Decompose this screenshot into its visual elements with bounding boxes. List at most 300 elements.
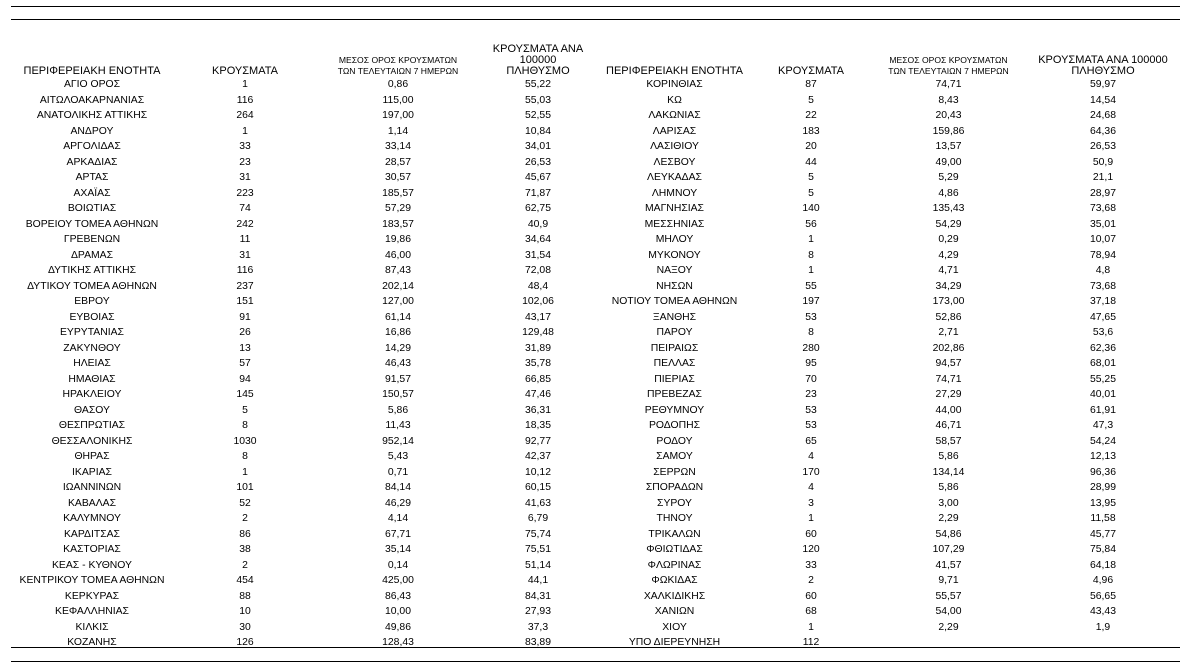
table-row [12,496,1180,512]
left-region-cell: ΑΓΙΟ ΟΡΟΣ [63,79,121,90]
right-avg-7-days-cell: 0,29 [938,234,959,245]
left-cases-cell: 31 [239,172,251,183]
right-region-cell: ΡΕΘΥΜΝΟΥ [644,404,705,416]
right-per-100k-cell [1026,635,1180,651]
right-avg-7-days-cell: 54,29 [935,218,962,230]
left-region-cell: ΚΑΣΤΟΡΙΑΣ [63,544,121,555]
right-per-100k-cell: 54,24 [1089,435,1116,447]
left-cases-cell: 94 [239,373,251,385]
left-per-100k-cell: 10,84 [524,125,551,137]
right-cases-cell: 53 [805,404,817,416]
left-avg-7-days-cell: 19,86 [384,234,411,245]
right-region-cell: ΡΟΔΟΠΗΣ [648,420,701,431]
table-row [12,573,1180,589]
left-cases-cell: 10 [239,606,251,617]
right-cases-cell: 53 [805,311,817,323]
left-avg-7-days-cell: 57,29 [384,203,411,214]
left-per-100k-cell: 66,85 [524,373,551,385]
left-per-100k-cell: 27,93 [524,606,551,617]
left-avg-7-days-cell: 1,14 [387,125,409,137]
left-cases-cell: 5 [242,404,248,416]
left-avg-7-days-cell: 67,71 [384,528,411,540]
left-avg-7-days-cell: 10,00 [384,606,411,617]
right-avg-7-days-cell: 54,00 [935,606,962,617]
right-cases-cell: 60 [805,590,817,602]
left-avg-7-days-cell: 5,86 [387,404,409,416]
right-avg-7-days-cell: 202,86 [932,342,965,354]
right-cases-cell: 68 [805,606,817,617]
left-region-cell: ΔΥΤΙΚΟΥ ΤΟΜΕΑ ΑΘΗΝΩΝ [27,280,157,292]
right-avg-7-days-cell: 49,00 [935,156,962,168]
right-per-100k-cell: 53,6 [1092,327,1114,338]
table-row [12,356,1180,372]
table-row [12,527,1180,543]
right-per-100k-cell: 4,8 [1095,265,1111,276]
right-cases-cell: 55 [805,280,817,292]
left-per-100k-cell: 36,31 [524,404,551,416]
left-region-cell: ΚΑΒΑΛΑΣ [67,497,117,509]
left-per-100k-cell: 55,22 [524,79,551,90]
table-row [12,480,1180,496]
header-per100k-line2: ΠΛΗΘΥΣΜΟ [1071,65,1135,77]
left-avg-7-days-cell: 202,14 [382,280,414,292]
table-row [12,170,1180,186]
left-avg-7-days-cell: 952,14 [382,435,414,447]
left-per-100k-cell: 43,17 [524,311,551,323]
table-row [12,418,1180,434]
left-region-cell: ΗΡΑΚΛΕΙΟΥ [62,389,122,400]
left-per-100k-cell: 34,01 [524,141,551,152]
table-row [12,511,1180,527]
left-cases-cell: 145 [236,389,254,400]
left-per-100k-cell: 62,75 [524,203,551,214]
left-per-100k-cell: 92,77 [524,435,551,447]
right-region-cell: ΞΑΝΘΗΣ [652,311,697,323]
right-per-100k-cell: 43,43 [1089,606,1116,617]
right-avg-7-days-cell: 2,71 [938,327,959,338]
left-region-cell: ΚΑΛΥΜΝΟΥ [63,513,121,524]
table-row [12,232,1180,248]
right-region-cell: ΜΗΛΟΥ [655,234,694,245]
left-avg-7-days-cell: 46,29 [384,497,411,509]
header-avg-line2: ΤΩΝ ΤΕΛΕΥΤΑΙΩΝ 7 ΗΜΕΡΩΝ [888,66,1009,76]
left-cases-cell: 2 [242,513,248,524]
table-row [12,201,1180,217]
left-region-cell: ΑΧΑΪΑΣ [73,187,111,199]
right-cases-cell: 280 [802,342,820,354]
left-region-cell: ΑΡΚΑΔΙΑΣ [66,156,118,168]
right-region-cell: ΠΕΙΡΑΙΩΣ [650,342,699,354]
right-per-100k-cell: 1,9 [1095,621,1111,633]
table-row [12,108,1180,124]
table-row [12,449,1180,465]
left-region-cell: ΚΙΛΚΙΣ [75,621,109,633]
right-avg-7-days-cell: 13,57 [935,141,962,152]
right-region-cell: ΧΑΝΙΩΝ [654,606,695,617]
header-cases: ΚΡΟΥΣΜΑΤΑ [778,65,844,77]
left-per-100k-cell: 10,12 [524,466,551,478]
left-region-cell: ΖΑΚΥΝΘΟΥ [63,342,121,354]
left-avg-7-days-cell: 150,57 [382,389,414,400]
right-avg-7-days-cell: 134,14 [932,466,965,478]
table-row [12,372,1180,388]
left-avg-7-days-cell: 115,00 [382,94,414,106]
right-per-100k-cell: 35,01 [1089,218,1116,230]
left-per-100k-cell: 83,89 [524,637,551,648]
left-cases-cell: 8 [242,451,248,462]
left-cases-cell: 13 [239,342,251,354]
right-cases-cell: 65 [805,435,817,447]
right-avg-7-days-cell: 107,29 [932,544,965,555]
header-avg-line2: ΤΩΝ ΤΕΛΕΥΤΑΙΩΝ 7 ΗΜΕΡΩΝ [337,66,459,76]
left-per-100k-cell: 71,87 [524,187,551,199]
right-cases-cell: 60 [805,528,817,540]
left-cases-cell: 23 [239,156,251,168]
table-row [12,635,1180,651]
table-row [12,620,1180,636]
table-row [12,77,1180,93]
right-region-cell: ΛΗΜΝΟΥ [651,187,698,199]
left-per-100k-cell: 6,79 [527,513,549,524]
right-cases-cell: 20 [805,141,817,152]
left-cases-cell: 151 [236,296,254,307]
right-avg-7-days-cell: 27,29 [935,389,962,400]
left-per-100k-cell: 47,46 [524,389,551,400]
right-avg-7-days-cell: 55,57 [935,590,962,602]
left-avg-7-days-cell: 28,57 [384,156,411,168]
header-avg-line1: ΜΕΣΟΣ ΟΡΟΣ ΚΡΟΥΣΜΑΤΩΝ [889,55,1008,65]
left-per-100k-cell: 37,3 [527,621,549,633]
table-row [12,465,1180,481]
right-cases-cell: 56 [805,218,817,230]
right-avg-7-days-cell: 41,57 [935,559,962,571]
left-avg-7-days-cell: 197,00 [382,110,414,121]
left-cases-cell: 237 [236,280,254,292]
top-rule-second [11,19,1180,20]
left-region-cell: ΑΙΤΩΛΟΑΚΑΡΝΑΝΙΑΣ [39,94,145,106]
left-cases-cell: 242 [236,218,254,230]
table-row [12,589,1180,605]
left-cases-cell: 52 [239,497,251,509]
right-per-100k-cell: 56,65 [1089,590,1116,602]
right-avg-7-days-cell: 58,57 [935,435,962,447]
right-region-cell: ΦΘΙΩΤΙΔΑΣ [646,544,703,555]
right-region-cell: ΜΥΚΟΝΟΥ [648,249,701,261]
left-avg-7-days-cell: 183,57 [382,218,414,230]
right-cases-cell: 170 [802,466,820,478]
right-region-cell: ΚΩ [667,94,682,106]
header-avg-line1: ΜΕΣΟΣ ΟΡΟΣ ΚΡΟΥΣΜΑΤΩΝ [338,55,458,65]
table-row [12,139,1180,155]
left-per-100k-cell: 31,54 [524,249,551,261]
left-region-cell: ΚΟΖΑΝΗΣ [67,637,117,648]
right-cases-cell: 4 [808,482,814,493]
table-body [12,77,1180,651]
right-cases-cell: 8 [808,327,814,338]
left-avg-7-days-cell: 5,43 [387,451,409,462]
right-cases-cell: 23 [805,389,817,400]
table-row [12,325,1180,341]
left-avg-7-days-cell: 61,14 [384,311,411,323]
header-per-100k [478,44,598,77]
left-avg-7-days-cell: 84,14 [384,482,411,493]
left-region-cell: ΘΕΣΣΑΛΟΝΙΚΗΣ [51,435,133,447]
table-row [12,248,1180,264]
left-cases-cell: 38 [239,544,251,555]
left-per-100k-cell: 48,4 [527,280,549,292]
left-per-100k-cell: 45,67 [524,172,551,183]
left-cases-cell: 116 [236,265,254,276]
table-row [12,310,1180,326]
left-per-100k-cell: 26,53 [524,156,551,168]
right-region-cell: ΠΑΡΟΥ [656,327,693,338]
right-cases-cell: 53 [805,420,817,431]
right-region-cell: ΦΩΚΙΔΑΣ [651,575,698,586]
left-per-100k-cell: 52,55 [524,110,551,121]
right-per-100k-cell: 64,36 [1089,125,1116,137]
right-per-100k-cell: 40,01 [1089,389,1116,400]
right-region-cell: ΣΑΜΟΥ [656,451,693,462]
right-per-100k-cell: 13,95 [1089,497,1116,509]
table-row [12,341,1180,357]
right-region-cell: ΠΡΕΒΕΖΑΣ [647,389,702,400]
header-region: ΠΕΡΙΦΕΡΕΙΑΚΗ ΕΝΟΤΗΤΑ [23,65,161,77]
right-region-cell: ΝΗΣΩΝ [656,280,693,292]
left-region-cell: ΑΡΤΑΣ [75,172,109,183]
table-row [12,155,1180,171]
left-per-100k-cell: 129,48 [522,327,554,338]
left-cases-cell: 57 [239,358,251,369]
right-per-100k-cell: 73,68 [1089,203,1116,214]
left-cases-cell: 1030 [233,435,257,447]
right-avg-7-days-cell: 74,71 [935,373,962,385]
left-avg-7-days-cell: 11,43 [385,420,411,431]
right-cases-cell: 1 [808,265,814,276]
left-per-100k-cell: 18,35 [524,420,551,431]
right-per-100k-cell: 26,53 [1089,141,1116,152]
left-avg-7-days-cell: 49,86 [384,621,411,633]
left-avg-7-days-cell: 86,43 [384,590,411,602]
right-region-cell: ΧΑΛΚΙΔΙΚΗΣ [643,590,706,602]
right-region-cell: ΛΕΥΚΑΔΑΣ [647,172,702,183]
right-avg-7-days-cell: 159,86 [932,125,965,137]
table-row [12,279,1180,295]
left-cases-cell: 8 [242,420,248,431]
right-cases-cell: 1 [808,234,814,245]
header-avg-7-days [318,44,478,77]
left-cases-cell: 264 [236,110,254,121]
left-cases-cell: 2 [242,559,248,571]
right-cases-cell: 112 [802,637,820,648]
left-region-cell: ΕΥΡΥΤΑΝΙΑΣ [60,327,124,338]
right-region-cell: ΡΟΔΟΥ [656,435,693,447]
covid-cases-table [12,44,1180,651]
right-per-100k-cell: 47,3 [1092,420,1114,431]
table-row [12,387,1180,403]
right-per-100k-cell: 10,07 [1089,234,1116,245]
left-region-cell: ΑΝΔΡΟΥ [70,125,114,137]
right-cases-cell: 5 [808,94,814,106]
header-avg-7-days [871,44,1026,77]
left-cases-cell: 88 [239,590,251,602]
left-region-cell: ΓΡΕΒΕΝΩΝ [63,234,121,245]
right-per-100k-cell: 37,18 [1089,296,1116,307]
left-region-cell: ΚΕΡΚΥΡΑΣ [64,590,120,602]
right-per-100k-cell: 28,97 [1089,187,1116,199]
right-region-cell: ΥΠΟ ΔΙΕΡΕΥΝΗΣΗ [628,637,721,648]
table-row [12,434,1180,450]
right-region-cell: ΤΡΙΚΑΛΩΝ [648,528,701,540]
left-cases-cell: 86 [239,528,251,540]
right-region-cell: ΣΠΟΡΑΔΩΝ [645,482,704,493]
left-cases-cell: 101 [236,482,254,493]
right-avg-7-days-cell: 20,43 [935,110,962,121]
left-per-100k-cell: 72,08 [524,265,551,276]
right-per-100k-cell: 14,54 [1089,94,1116,106]
right-avg-7-days-cell: 4,71 [938,265,959,276]
left-cases-cell: 26 [239,327,251,338]
left-region-cell: ΙΩΑΝΝΙΝΩΝ [62,482,122,493]
right-avg-7-days-cell [871,635,1026,651]
right-cases-cell: 183 [802,125,820,137]
right-avg-7-days-cell: 5,86 [938,482,959,493]
right-region-cell: ΠΕΛΛΑΣ [653,358,696,369]
left-per-100k-cell: 55,03 [524,94,551,106]
left-avg-7-days-cell: 0,14 [387,559,409,571]
right-cases-cell: 33 [805,559,817,571]
right-region-cell: ΛΑΚΩΝΙΑΣ [648,110,701,121]
right-avg-7-days-cell: 5,86 [938,451,959,462]
right-avg-7-days-cell: 2,29 [938,513,959,524]
right-avg-7-days-cell: 4,86 [938,187,959,199]
right-region-cell: ΜΕΣΣΗΝΙΑΣ [644,218,705,230]
left-region-cell: ΗΜΑΘΙΑΣ [68,373,116,385]
right-region-cell: ΝΑΞΟΥ [656,265,693,276]
right-avg-7-days-cell: 5,29 [938,172,959,183]
left-region-cell: ΕΥΒΟΙΑΣ [69,311,115,323]
right-region-cell: ΚΟΡΙΝΘΙΑΣ [646,79,703,90]
right-avg-7-days-cell: 2,29 [938,621,959,633]
left-per-100k-cell: 35,78 [524,358,551,369]
right-cases-cell: 120 [802,544,820,555]
left-avg-7-days-cell: 4,14 [387,513,409,524]
table-row [12,294,1180,310]
right-region-cell: ΦΛΩΡΙΝΑΣ [647,559,702,571]
left-avg-7-days-cell: 91,57 [384,373,411,385]
left-avg-7-days-cell: 46,00 [384,249,411,261]
table-row [12,403,1180,419]
left-avg-7-days-cell: 128,43 [382,637,414,648]
left-cases-cell: 126 [236,637,254,648]
right-per-100k-cell: 45,77 [1089,528,1116,540]
right-avg-7-days-cell: 34,29 [935,280,962,292]
left-avg-7-days-cell: 185,57 [382,187,414,199]
right-per-100k-cell: 59,97 [1089,79,1116,90]
left-avg-7-days-cell: 0,71 [387,466,409,478]
left-region-cell: ΚΕΝΤΡΙΚΟΥ ΤΟΜΕΑ ΑΘΗΝΩΝ [19,575,165,586]
left-avg-7-days-cell: 16,86 [384,327,411,338]
left-cases-cell: 33 [239,141,251,152]
left-cases-cell: 223 [236,187,254,199]
left-cases-cell: 116 [236,94,254,106]
left-region-cell: ΗΛΕΙΑΣ [73,358,111,369]
left-per-100k-cell: 75,74 [524,528,551,540]
left-avg-7-days-cell: 33,14 [384,141,411,152]
right-region-cell: ΛΑΡΙΣΑΣ [652,125,697,137]
right-region-cell: ΣΥΡΟΥ [657,497,692,509]
left-region-cell: ΒΟΙΩΤΙΑΣ [67,203,117,214]
right-region-cell: ΣΕΡΡΩΝ [653,466,696,478]
right-cases-cell: 44 [805,156,817,168]
right-cases-cell: 5 [808,187,814,199]
left-region-cell: ΚΑΡΔΙΤΣΑΣ [64,528,120,540]
right-per-100k-cell: 11,58 [1090,513,1116,524]
right-cases-cell: 95 [805,358,817,369]
right-per-100k-cell: 61,91 [1089,404,1116,416]
right-cases-cell: 87 [805,79,817,90]
right-cases-cell: 70 [805,373,817,385]
right-per-100k-cell: 50,9 [1092,156,1114,168]
table-row [12,263,1180,279]
right-per-100k-cell: 28,99 [1089,482,1116,493]
left-region-cell: ΔΡΑΜΑΣ [70,249,114,261]
right-avg-7-days-cell: 135,43 [932,203,965,214]
left-region-cell: ΘΕΣΠΡΩΤΙΑΣ [58,420,126,431]
left-per-100k-cell: 84,31 [524,590,551,602]
right-per-100k-cell: 21,1 [1092,172,1114,183]
header-per100k-line1: ΚΡΟΥΣΜΑΤΑ ΑΝΑ 100000 [1038,54,1168,66]
right-per-100k-cell: 68,01 [1089,358,1116,369]
left-cases-cell: 1 [242,466,248,478]
right-avg-7-days-cell: 44,00 [935,404,962,416]
left-per-100k-cell: 34,64 [524,234,551,245]
left-per-100k-cell: 51,14 [524,559,551,571]
right-per-100k-cell: 78,94 [1089,249,1116,261]
left-per-100k-cell: 75,51 [524,544,551,555]
left-region-cell: ΘΑΣΟΥ [74,404,110,416]
left-avg-7-days-cell: 0,86 [387,79,409,90]
left-region-cell: ΑΡΓΟΛΙΔΑΣ [63,141,121,152]
right-avg-7-days-cell: 9,71 [938,575,959,586]
left-region-cell: ΔΥΤΙΚΗΣ ΑΤΤΙΚΗΣ [47,265,137,276]
right-per-100k-cell: 4,96 [1092,575,1114,586]
left-cases-cell: 11 [239,234,251,245]
header-region: ΠΕΡΙΦΕΡΕΙΑΚΗ ΕΝΟΤΗΤΑ [606,65,743,77]
bottom-rule-second [11,661,1180,662]
left-avg-7-days-cell: 87,43 [384,265,411,276]
right-per-100k-cell: 64,18 [1089,559,1116,571]
left-cases-cell: 1 [242,79,248,90]
left-per-100k-cell: 42,37 [524,451,551,462]
right-region-cell: ΧΙΟΥ [662,621,687,633]
right-avg-7-days-cell: 94,57 [935,358,962,369]
left-cases-cell: 31 [239,249,251,261]
right-avg-7-days-cell: 173,00 [932,296,965,307]
top-rule [11,6,1180,7]
right-region-cell: ΝΟΤΙΟΥ ΤΟΜΕΑ ΑΘΗΝΩΝ [611,296,738,307]
left-avg-7-days-cell: 14,29 [384,342,411,354]
table-row [12,217,1180,233]
header-cases: ΚΡΟΥΣΜΑΤΑ [212,65,278,77]
left-per-100k-cell: 102,06 [522,296,554,307]
right-cases-cell: 4 [808,451,814,462]
right-per-100k-cell: 47,65 [1089,311,1116,323]
left-avg-7-days-cell: 127,00 [382,296,414,307]
right-cases-cell: 2 [808,575,814,586]
right-cases-cell: 3 [808,497,814,509]
right-region-cell: ΛΕΣΒΟΥ [653,156,696,168]
table-row [12,124,1180,140]
